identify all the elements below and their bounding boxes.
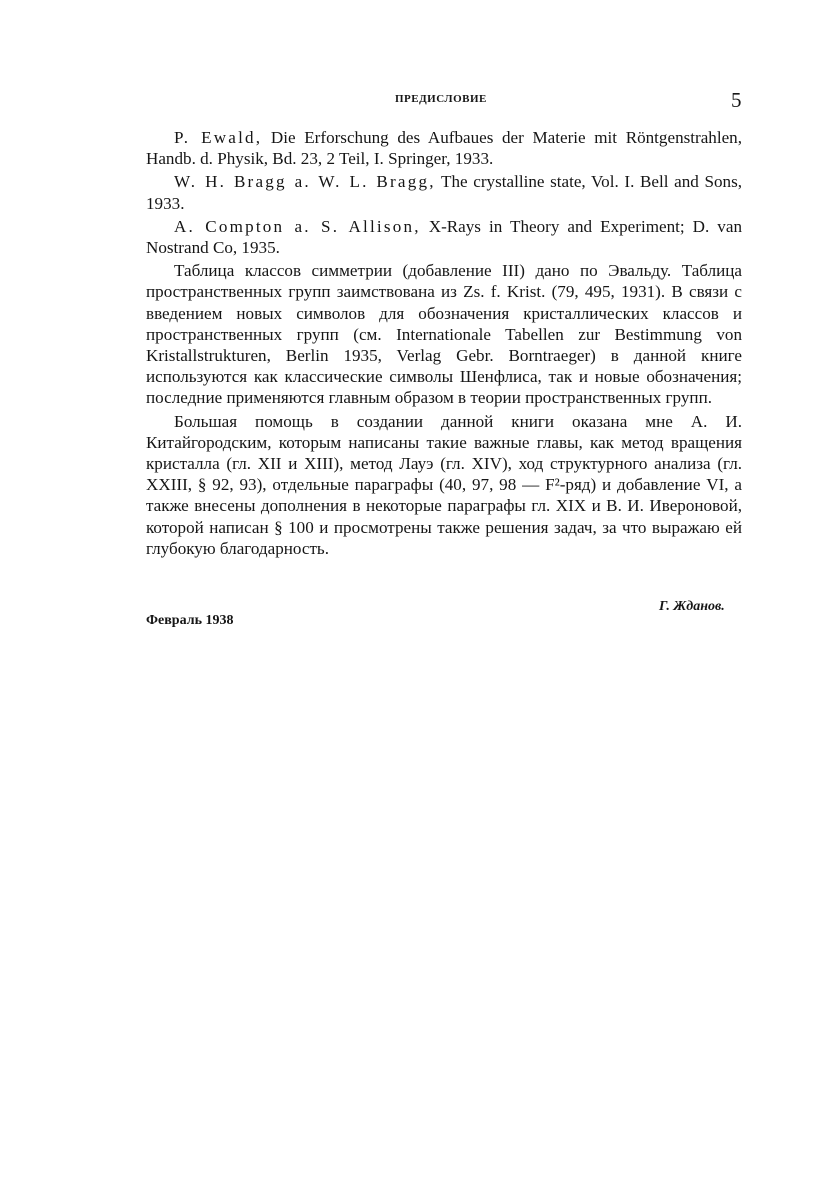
reference-bragg	[146, 171, 742, 213]
reference-text: Die Erforschung des Aufbaues der Materie mit Röntgenstrahlen, Handb. d. Physik, Bd. 23, 2 Teil, I. Springer, 1933.	[146, 128, 742, 169]
reference-ewald	[146, 127, 742, 169]
paragraph-acknowledgements: Большая помощь в создании данной книги оказана мне А. И. Китайгородским, которым написаны такие важные главы, как метод вращения кристалла (гл. XII и XIII), метод Лауэ (гл. XIV), ход структурного анализа (гл. XXIII, § 92, 93), отдельные параграфы (40, 97, 98 — F²-ряд) и добавление VI, а также внесены дополнения в некоторые параграфы гл. XIX и В. И. Ивероновой, которой написан § 100 и просмотрены также решения задач, за что выражаю ей глубокую благодарность.	[146, 411, 742, 558]
preface-body	[146, 127, 742, 561]
author-signature: Г. Жданов.	[659, 599, 725, 614]
reference-text: X-Rays in Theory and Experiment; D. van Nostrand Co, 1935.	[146, 216, 742, 258]
page-number: 5	[731, 88, 742, 112]
reference-compton	[146, 216, 742, 258]
reference-author: P. Ewald,	[174, 128, 263, 147]
reference-author: A. Compton a. S. Allison,	[174, 216, 421, 236]
reference-author: W. H. Bragg a. W. L. Bragg,	[174, 172, 436, 192]
preface-date: Февраль 1938	[146, 613, 234, 628]
running-title: ПРЕДИСЛОВИЕ	[395, 93, 487, 105]
reference-text: The crystalline state, Vol. I. Bell and Sons, 1933.	[146, 172, 742, 213]
paragraph-symmetry-tables: Таблица классов симметрии (добавление III) дано по Эвальду. Таблица пространственных групп заимствована из Zs. f. Krist. (79, 495, 1931). В связи с введением новых символов для обозначения кристаллических классов и пространственных групп (см. Internationale Tabellen zur Bestimmung von Kristallstrukturen, Berlin 1935, Verlag Gebr. Borntraeger) в данной книге используются как классические символы Шенфлиса, так и новые обозначения; последние применяются главным образом в теории пространственных групп.	[146, 261, 742, 408]
